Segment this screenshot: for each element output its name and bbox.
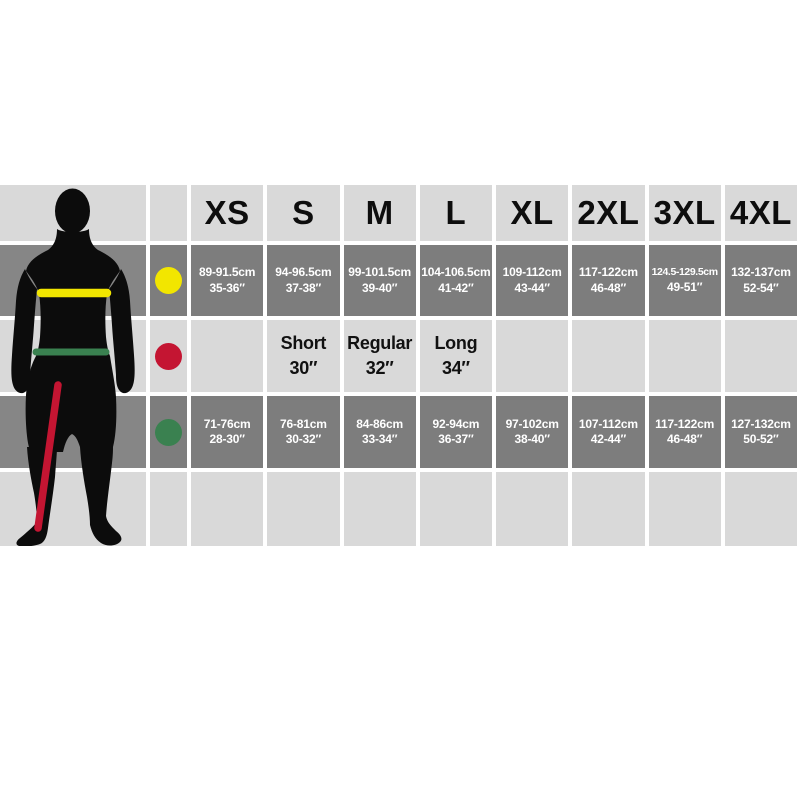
empty-cell: [191, 472, 263, 546]
chest-cell-xl: [496, 245, 568, 316]
empty-cell: [496, 472, 568, 546]
chest-inch: 41-42″: [438, 280, 474, 295]
chest-cm: 132-137cm: [731, 265, 791, 280]
fit-label: Regular: [347, 332, 413, 353]
figure-backdrop-header: [0, 185, 146, 241]
chest-cm: 104-106.5cm: [421, 265, 491, 280]
empty-cell: [725, 472, 797, 546]
fit-marker-cell: [150, 320, 187, 392]
fit-inch: 30″: [289, 358, 318, 378]
empty-cell: [267, 472, 339, 546]
fit-inch: 32″: [365, 358, 394, 378]
figure-backdrop-waist: [0, 396, 146, 468]
size-header-4xl: 4XL: [725, 185, 797, 241]
chest-cm: 89-91.5cm: [199, 265, 256, 280]
fit-cell-xs: [191, 320, 263, 392]
waist-cell-xs: [191, 396, 263, 468]
chest-inch: 35-36″: [209, 280, 245, 295]
waist-cell-l: [420, 396, 492, 468]
chest-cm: 94-96.5cm: [275, 265, 332, 280]
fit-label: Short: [280, 332, 327, 353]
empty-cell: [649, 472, 721, 546]
chest-inch: 39-40″: [362, 280, 398, 295]
chest-marker-cell: [150, 245, 187, 316]
size-header-2xl: 2XL: [572, 185, 644, 241]
empty-cell: [572, 472, 644, 546]
figure-backdrop-fit: [0, 320, 146, 392]
chest-cm: 117-122cm: [578, 265, 638, 280]
waist-cm: 117-122cm: [655, 416, 715, 431]
waist-inch: 28-30″: [209, 432, 245, 446]
chest-inch: 46-48″: [590, 280, 626, 295]
empty-cell: [344, 472, 416, 546]
chest-cm: 124.5-129.5cm: [651, 266, 718, 279]
waist-inch: 42-44″: [590, 432, 626, 446]
fit-marker-dot: [155, 343, 182, 370]
empty-cell: [420, 472, 492, 546]
size-chart-table: [0, 185, 797, 546]
waist-marker-cell: [150, 396, 187, 468]
waist-cm: 92-94cm: [432, 416, 480, 431]
fit-cell-m: [344, 320, 416, 392]
chest-cell-l: [420, 245, 492, 316]
waist-cell-4xl: [725, 396, 797, 468]
fit-cell-3xl: [649, 320, 721, 392]
waist-cell-m: [344, 396, 416, 468]
waist-inch: 50-52″: [743, 432, 779, 446]
figure-backdrop-chest: [0, 245, 146, 316]
waist-cell-s: [267, 396, 339, 468]
waist-cm: 76-81cm: [280, 416, 327, 431]
waist-cm: 84-86cm: [356, 416, 403, 431]
size-header-xs: XS: [191, 185, 263, 241]
waist-inch: 36-37″: [438, 432, 474, 446]
fit-cell-2xl: [572, 320, 644, 392]
chest-inch: 49-51″: [667, 279, 703, 294]
fit-cell-4xl: [725, 320, 797, 392]
waist-cm: 71-76cm: [203, 416, 251, 431]
size-header-3xl: 3XL: [649, 185, 721, 241]
fit-inch: 34″: [442, 358, 470, 378]
waist-inch: 30-32″: [285, 432, 321, 446]
size-header-xl: XL: [496, 185, 568, 241]
waist-inch: 33-34″: [362, 432, 398, 446]
chest-cm: 99-101.5cm: [348, 265, 411, 280]
figure-backdrop-bottom: [0, 472, 146, 546]
waist-cell-2xl: [572, 396, 644, 468]
waist-cm: 127-132cm: [731, 416, 791, 431]
chest-inch: 37-38″: [285, 280, 321, 295]
waist-cm: 107-112cm: [578, 416, 638, 431]
waist-marker-dot: [155, 419, 182, 446]
fit-cell-s: [267, 320, 339, 392]
marker-column-header: [150, 185, 187, 241]
waist-cm: 97-102cm: [505, 416, 559, 431]
chest-cell-4xl: [725, 245, 797, 316]
waist-cell-3xl: [649, 396, 721, 468]
chest-cell-2xl: [572, 245, 644, 316]
chest-cell-xs: [191, 245, 263, 316]
waist-inch: 46-48″: [667, 432, 703, 446]
empty-cell: [150, 472, 187, 546]
waist-inch: 38-40″: [514, 432, 550, 446]
waist-cell-xl: [496, 396, 568, 468]
chest-cell-s: [267, 245, 339, 316]
size-header-s: S: [267, 185, 339, 241]
chest-cell-3xl: [649, 245, 721, 316]
fit-label: Long: [434, 332, 478, 353]
chest-inch: 52-54″: [743, 280, 779, 295]
size-header-m: M: [344, 185, 416, 241]
chest-inch: 43-44″: [514, 280, 550, 295]
chest-cm: 109-112cm: [502, 265, 562, 280]
fit-cell-xl: [496, 320, 568, 392]
size-header-l: L: [420, 185, 492, 241]
fit-cell-l: [420, 320, 492, 392]
chest-cell-m: [344, 245, 416, 316]
chest-marker-dot: [155, 267, 182, 294]
